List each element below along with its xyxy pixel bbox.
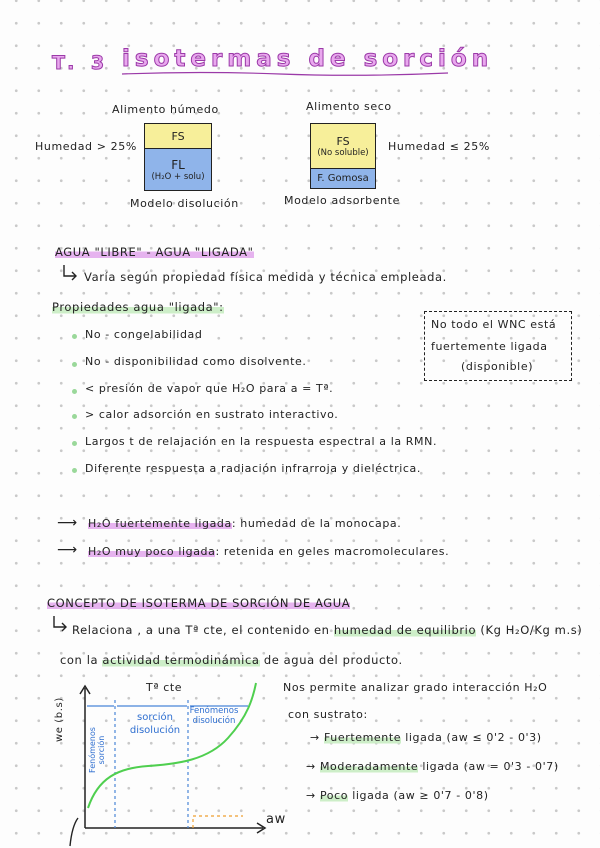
graph-zone2-text: sorción disolución bbox=[129, 712, 181, 736]
dashed-note-box bbox=[424, 311, 572, 381]
prop-item: No - congelabilidad bbox=[85, 328, 203, 341]
wet-caption: Modelo disolución bbox=[130, 197, 239, 210]
dry-fs-cell bbox=[311, 124, 375, 169]
section2-line2-b: de agua del producto. bbox=[263, 653, 403, 667]
level-rest: ligada bbox=[352, 789, 390, 802]
pen-mark bbox=[70, 818, 78, 846]
dashed-note-line3: (disponible) bbox=[461, 360, 534, 373]
level-item bbox=[306, 789, 489, 802]
arrow2-term: H₂O muy poco ligada bbox=[88, 545, 216, 558]
arrow1-term: H₂O fuertemente ligada bbox=[88, 517, 232, 530]
dry-gomosa-cell bbox=[311, 169, 375, 188]
arrow2-icon: ⟶ bbox=[57, 542, 78, 558]
topic-number: T. 3 bbox=[52, 52, 110, 74]
dry-food-heading: Alimento seco bbox=[306, 100, 392, 113]
wet-fl-label: FL bbox=[171, 157, 185, 172]
graph-y-label: we (b.s) bbox=[54, 697, 65, 742]
wet-fl-cell bbox=[145, 149, 211, 190]
prop-item: < presión de vapor que H₂O para a = Tª. bbox=[85, 382, 334, 395]
dry-model-box bbox=[310, 123, 376, 189]
wet-fl-sub: (H₂O + solu) bbox=[151, 171, 205, 182]
section2-line1 bbox=[72, 623, 582, 637]
graph-zone1 bbox=[88, 720, 106, 780]
level-rest: ligada bbox=[422, 760, 460, 773]
props-heading bbox=[52, 300, 224, 314]
level-item bbox=[310, 731, 542, 744]
bullet-dot bbox=[72, 441, 77, 446]
graph-top-label: Tª cte bbox=[146, 681, 183, 694]
level-range: (aw = 0'3 - 0'7) bbox=[463, 760, 559, 773]
bullet-dot bbox=[72, 362, 77, 367]
prop-item: Largos t de relajación en la respuesta espectral a la RMN. bbox=[85, 435, 438, 448]
dashed-note-line1: No todo el WNC está bbox=[431, 318, 557, 331]
dry-gomosa-label: F. Gomosa bbox=[317, 173, 369, 184]
arrow2-text bbox=[88, 545, 449, 558]
prop-item: No - disponibilidad como disolvente. bbox=[85, 355, 307, 368]
graph-x-label: aw bbox=[266, 812, 286, 827]
arrow2-rest: : retenida en geles macromoleculares. bbox=[215, 545, 450, 558]
dry-caption: Modelo adsorbente bbox=[284, 194, 400, 207]
graph-zone2 bbox=[124, 711, 186, 737]
level-range: (aw ≤ 0'2 - 0'3) bbox=[446, 731, 542, 744]
graph-zone3-text: Fenómenos disolución bbox=[189, 706, 239, 726]
section2-line2-hl: actividad termodinámica bbox=[102, 653, 260, 667]
section2-heading-text: CONCEPTO DE ISOTERMA DE SORCIÓN DE AGUA bbox=[47, 596, 351, 610]
bullet-dot bbox=[72, 468, 77, 473]
level-term: Moderadamente bbox=[319, 760, 419, 773]
section2-line2-a: con la bbox=[60, 653, 99, 667]
wet-condition: Humedad > 25% bbox=[35, 140, 137, 153]
right-intro-line1: Nos permite analizar grado interacción H₂O bbox=[283, 681, 548, 694]
section1-note: Varía según propiedad física medida y técnica empleada. bbox=[84, 270, 447, 284]
dry-condition: Humedad ≤ 25% bbox=[388, 140, 490, 153]
dry-fs-label: FS bbox=[336, 134, 350, 148]
section2-line1-a: Relaciona , a una Tª cte, el contenido en bbox=[72, 623, 330, 637]
wet-fs-label: FS bbox=[171, 129, 185, 143]
isotherm-curve bbox=[88, 683, 256, 808]
hook-arrow-icon bbox=[60, 263, 80, 283]
hook-arrow-icon bbox=[50, 614, 70, 634]
level-range: (aw ≥ 0'7 - 0'8) bbox=[393, 789, 489, 802]
arrow1-text bbox=[88, 517, 401, 530]
section1-heading-text: AGUA "LIBRE" - AGUA "LIGADA" bbox=[55, 245, 254, 259]
section2-heading bbox=[47, 596, 350, 610]
level-item bbox=[306, 760, 559, 773]
page-title: isotermas de sorción bbox=[122, 46, 494, 72]
level-term: Poco bbox=[319, 789, 349, 802]
dashed-note-line2: fuertemente ligada bbox=[431, 340, 548, 353]
wet-food-heading: Alimento húmedo bbox=[112, 103, 219, 116]
bullet-dot bbox=[72, 414, 77, 419]
props-heading-text: Propiedades agua "ligada": bbox=[52, 300, 224, 314]
bullet-dot bbox=[72, 389, 77, 394]
section2-line2 bbox=[60, 653, 403, 667]
level-term: Fuertemente bbox=[323, 731, 402, 744]
prop-item: Diferente respuesta a radiación infrarroja y dieléctrica. bbox=[85, 462, 421, 475]
section2-line1-b: (Kg H₂O/Kg m.s) bbox=[480, 623, 583, 637]
title-underline bbox=[120, 70, 450, 78]
arrow1-rest: : humedad de la monocapa. bbox=[231, 517, 402, 530]
graph-zone3 bbox=[186, 706, 242, 726]
graph-zone1-text: Fenómenos sorción bbox=[88, 727, 106, 773]
wet-model-box bbox=[144, 123, 212, 191]
section1-heading bbox=[55, 245, 254, 259]
right-intro-line2: con sustrato: bbox=[288, 708, 368, 721]
level-rest: ligada bbox=[405, 731, 443, 744]
arrow1-icon: ⟶ bbox=[57, 515, 78, 531]
bullet-dot bbox=[72, 334, 77, 339]
wet-fs-cell bbox=[145, 124, 211, 149]
level-arrow-icon: → bbox=[306, 760, 316, 773]
dry-fs-sub: (No soluble) bbox=[317, 147, 369, 158]
section2-line1-hl: humedad de equilibrio bbox=[333, 623, 477, 637]
level-arrow-icon: → bbox=[306, 789, 316, 802]
level-arrow-icon: → bbox=[310, 731, 320, 744]
prop-item: > calor adsorción en sustrato interactivo. bbox=[85, 408, 339, 421]
